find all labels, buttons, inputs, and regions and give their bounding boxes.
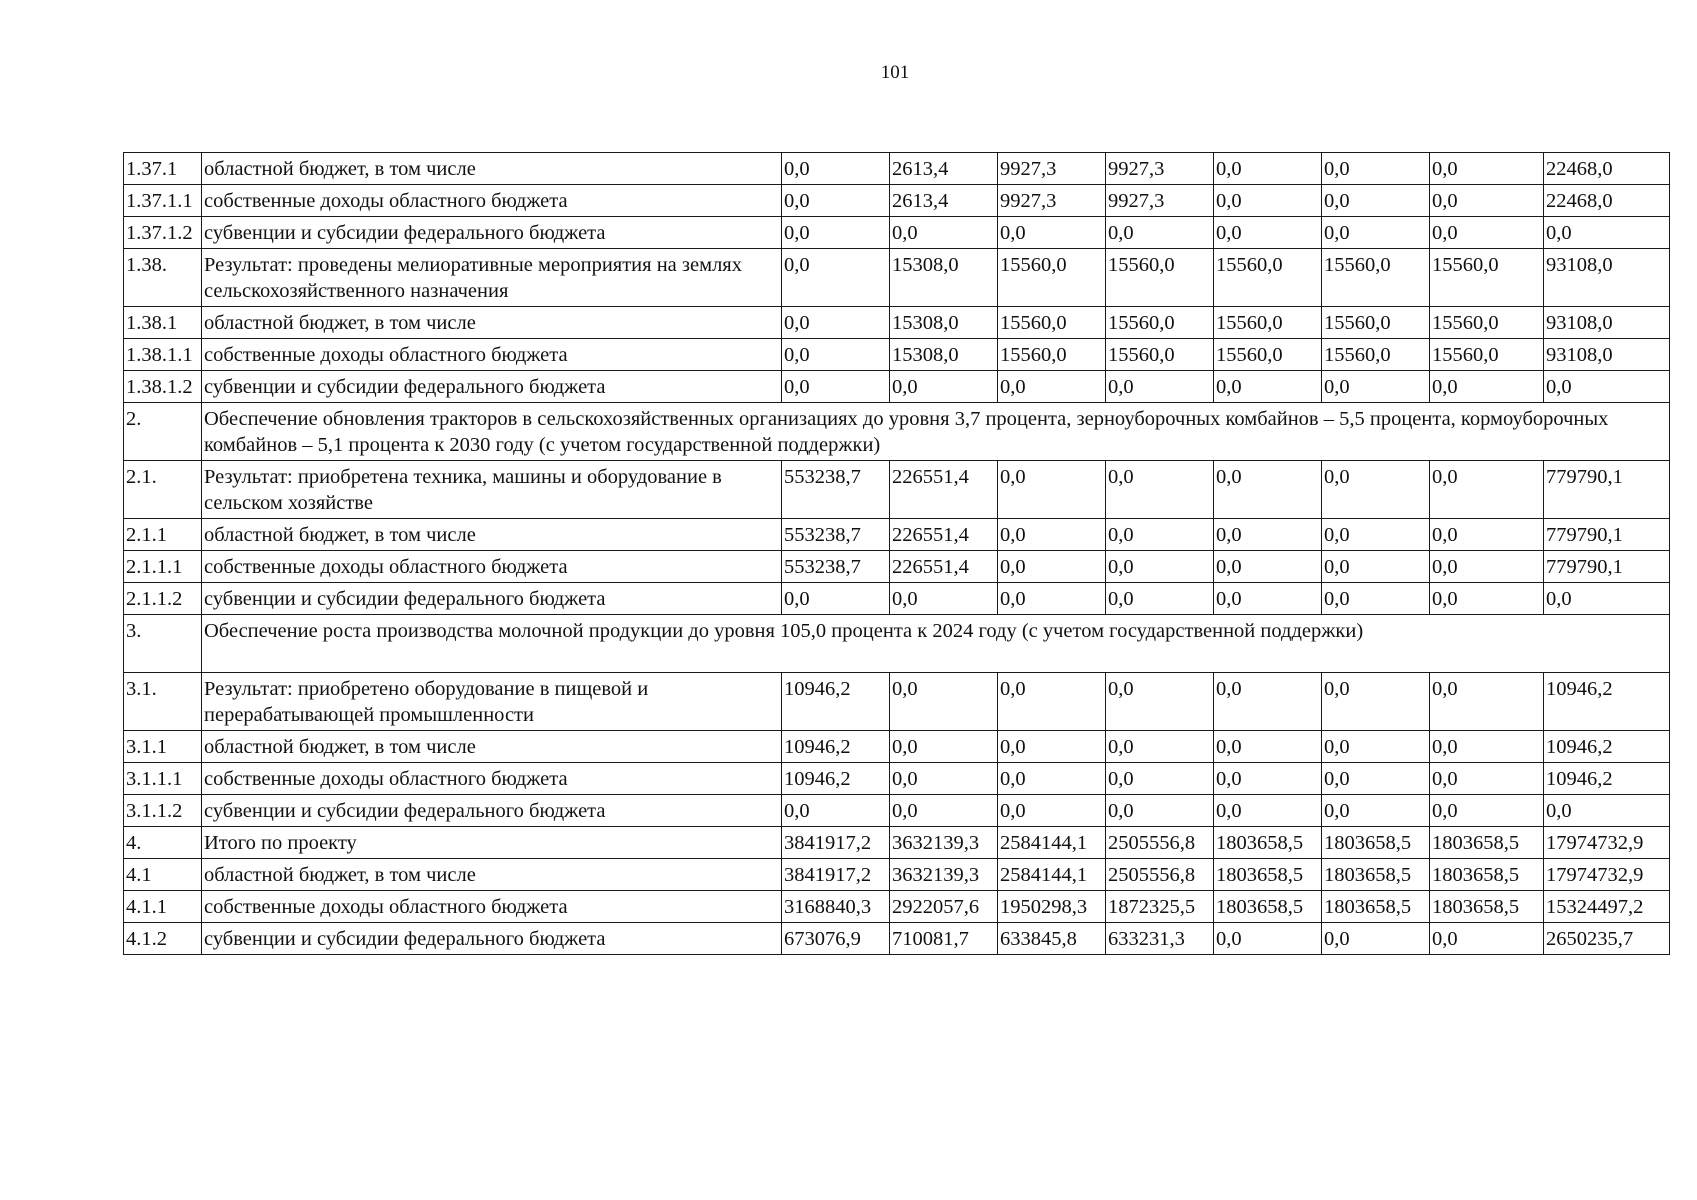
value-cell: 0,0 bbox=[890, 731, 998, 763]
value-cell: 779790,1 bbox=[1544, 519, 1670, 551]
value-cell: 0,0 bbox=[1322, 673, 1430, 731]
value-cell: 1803658,5 bbox=[1430, 827, 1544, 859]
value-cell: 15560,0 bbox=[1322, 249, 1430, 307]
row-number: 3.1. bbox=[124, 673, 202, 731]
row-number: 1.38. bbox=[124, 249, 202, 307]
value-cell: 553238,7 bbox=[782, 461, 890, 519]
budget-table-body bbox=[124, 153, 1670, 955]
row-number: 4.1.1 bbox=[124, 891, 202, 923]
row-description: собственные доходы областного бюджета bbox=[202, 185, 782, 217]
value-cell: 0,0 bbox=[1430, 583, 1544, 615]
value-cell: 10946,2 bbox=[1544, 731, 1670, 763]
value-cell: 0,0 bbox=[782, 217, 890, 249]
table-row bbox=[124, 859, 1670, 891]
value-cell: 3632139,3 bbox=[890, 859, 998, 891]
row-description: собственные доходы областного бюджета bbox=[202, 891, 782, 923]
value-cell: 710081,7 bbox=[890, 923, 998, 955]
value-cell: 0,0 bbox=[782, 185, 890, 217]
value-cell: 0,0 bbox=[1106, 731, 1214, 763]
row-number: 2.1.1.1 bbox=[124, 551, 202, 583]
value-cell: 9927,3 bbox=[1106, 153, 1214, 185]
value-cell: 0,0 bbox=[1430, 763, 1544, 795]
value-cell: 1803658,5 bbox=[1322, 827, 1430, 859]
table-row bbox=[124, 249, 1670, 307]
table-row bbox=[124, 923, 1670, 955]
row-number: 2. bbox=[124, 403, 202, 461]
row-description: областной бюджет, в том числе bbox=[202, 153, 782, 185]
row-number: 1.37.1.1 bbox=[124, 185, 202, 217]
row-description: собственные доходы областного бюджета bbox=[202, 551, 782, 583]
row-description: Результат: проведены мелиоративные мероприятия на землях сельскохозяйственного назначения bbox=[202, 249, 782, 307]
table-row bbox=[124, 371, 1670, 403]
row-number: 1.38.1.1 bbox=[124, 339, 202, 371]
value-cell: 0,0 bbox=[998, 217, 1106, 249]
value-cell: 1803658,5 bbox=[1322, 859, 1430, 891]
row-number: 2.1.1.2 bbox=[124, 583, 202, 615]
value-cell: 93108,0 bbox=[1544, 339, 1670, 371]
row-number: 3.1.1.2 bbox=[124, 795, 202, 827]
value-cell: 0,0 bbox=[1322, 551, 1430, 583]
value-cell: 0,0 bbox=[782, 307, 890, 339]
value-cell: 1950298,3 bbox=[998, 891, 1106, 923]
value-cell: 0,0 bbox=[1322, 371, 1430, 403]
table-row bbox=[124, 827, 1670, 859]
value-cell: 0,0 bbox=[890, 217, 998, 249]
table-row bbox=[124, 795, 1670, 827]
value-cell: 0,0 bbox=[1544, 795, 1670, 827]
value-cell: 0,0 bbox=[1322, 583, 1430, 615]
row-number: 3.1.1.1 bbox=[124, 763, 202, 795]
value-cell: 0,0 bbox=[1214, 551, 1322, 583]
value-cell: 0,0 bbox=[782, 795, 890, 827]
row-description: областной бюджет, в том числе bbox=[202, 859, 782, 891]
value-cell: 15308,0 bbox=[890, 249, 998, 307]
value-cell: 0,0 bbox=[890, 583, 998, 615]
value-cell: 15308,0 bbox=[890, 339, 998, 371]
row-number: 4. bbox=[124, 827, 202, 859]
value-cell: 2584144,1 bbox=[998, 859, 1106, 891]
value-cell: 553238,7 bbox=[782, 519, 890, 551]
value-cell: 10946,2 bbox=[782, 731, 890, 763]
value-cell: 0,0 bbox=[890, 371, 998, 403]
value-cell: 1803658,5 bbox=[1214, 827, 1322, 859]
value-cell: 779790,1 bbox=[1544, 461, 1670, 519]
section-description: Обеспечение обновления тракторов в сельскохозяйственных организациях до уровня 3,7 процента, зерноуборочных комбайнов – 5,5 процента, кормоуборочных комбайнов – 5,1 процента к 2030 году (с учетом государственной поддержки) bbox=[202, 403, 1670, 461]
value-cell: 9927,3 bbox=[1106, 185, 1214, 217]
value-cell: 0,0 bbox=[1214, 153, 1322, 185]
value-cell: 15560,0 bbox=[1430, 307, 1544, 339]
value-cell: 553238,7 bbox=[782, 551, 890, 583]
row-description: Результат: приобретена техника, машины и оборудование в сельском хозяйстве bbox=[202, 461, 782, 519]
value-cell: 15560,0 bbox=[1214, 249, 1322, 307]
value-cell: 0,0 bbox=[998, 731, 1106, 763]
value-cell: 0,0 bbox=[1322, 185, 1430, 217]
value-cell: 0,0 bbox=[1322, 217, 1430, 249]
table-row bbox=[124, 153, 1670, 185]
value-cell: 0,0 bbox=[1322, 519, 1430, 551]
value-cell: 1803658,5 bbox=[1214, 891, 1322, 923]
value-cell: 0,0 bbox=[890, 763, 998, 795]
value-cell: 0,0 bbox=[890, 795, 998, 827]
value-cell: 633845,8 bbox=[998, 923, 1106, 955]
value-cell: 93108,0 bbox=[1544, 307, 1670, 339]
row-description: Результат: приобретено оборудование в пищевой и перерабатывающей промышленности bbox=[202, 673, 782, 731]
row-description: субвенции и субсидии федерального бюджета bbox=[202, 371, 782, 403]
table-row bbox=[124, 339, 1670, 371]
value-cell: 2613,4 bbox=[890, 153, 998, 185]
value-cell: 0,0 bbox=[1214, 371, 1322, 403]
value-cell: 9927,3 bbox=[998, 185, 1106, 217]
value-cell: 15560,0 bbox=[1214, 307, 1322, 339]
value-cell: 2613,4 bbox=[890, 185, 998, 217]
value-cell: 0,0 bbox=[1214, 763, 1322, 795]
row-description: областной бюджет, в том числе bbox=[202, 731, 782, 763]
row-description: Итого по проекту bbox=[202, 827, 782, 859]
value-cell: 2505556,8 bbox=[1106, 859, 1214, 891]
row-number: 2.1.1 bbox=[124, 519, 202, 551]
value-cell: 2584144,1 bbox=[998, 827, 1106, 859]
value-cell: 226551,4 bbox=[890, 461, 998, 519]
value-cell: 633231,3 bbox=[1106, 923, 1214, 955]
value-cell: 0,0 bbox=[998, 371, 1106, 403]
value-cell: 0,0 bbox=[998, 519, 1106, 551]
value-cell: 0,0 bbox=[782, 339, 890, 371]
value-cell: 2650235,7 bbox=[1544, 923, 1670, 955]
section-row bbox=[124, 615, 1670, 673]
value-cell: 0,0 bbox=[1214, 461, 1322, 519]
value-cell: 0,0 bbox=[998, 461, 1106, 519]
value-cell: 0,0 bbox=[782, 371, 890, 403]
table-row bbox=[124, 673, 1670, 731]
value-cell: 0,0 bbox=[998, 583, 1106, 615]
value-cell: 1803658,5 bbox=[1322, 891, 1430, 923]
value-cell: 15560,0 bbox=[1214, 339, 1322, 371]
value-cell: 15560,0 bbox=[1430, 249, 1544, 307]
value-cell: 1803658,5 bbox=[1430, 859, 1544, 891]
budget-table bbox=[123, 152, 1670, 955]
row-description: областной бюджет, в том числе bbox=[202, 307, 782, 339]
value-cell: 15560,0 bbox=[1106, 339, 1214, 371]
value-cell: 0,0 bbox=[1544, 583, 1670, 615]
value-cell: 17974732,9 bbox=[1544, 859, 1670, 891]
value-cell: 779790,1 bbox=[1544, 551, 1670, 583]
value-cell: 15560,0 bbox=[1106, 249, 1214, 307]
table-row bbox=[124, 551, 1670, 583]
value-cell: 3841917,2 bbox=[782, 827, 890, 859]
value-cell: 0,0 bbox=[998, 673, 1106, 731]
value-cell: 0,0 bbox=[1214, 519, 1322, 551]
value-cell: 0,0 bbox=[1214, 673, 1322, 731]
value-cell: 0,0 bbox=[1430, 519, 1544, 551]
row-description: субвенции и субсидии федерального бюджета bbox=[202, 217, 782, 249]
value-cell: 10946,2 bbox=[782, 763, 890, 795]
value-cell: 226551,4 bbox=[890, 519, 998, 551]
value-cell: 0,0 bbox=[1322, 731, 1430, 763]
value-cell: 0,0 bbox=[998, 795, 1106, 827]
value-cell: 0,0 bbox=[1544, 217, 1670, 249]
value-cell: 0,0 bbox=[1430, 795, 1544, 827]
row-number: 4.1 bbox=[124, 859, 202, 891]
value-cell: 22468,0 bbox=[1544, 185, 1670, 217]
value-cell: 0,0 bbox=[1430, 217, 1544, 249]
table-row bbox=[124, 891, 1670, 923]
value-cell: 0,0 bbox=[1322, 795, 1430, 827]
table-row bbox=[124, 307, 1670, 339]
value-cell: 0,0 bbox=[1106, 795, 1214, 827]
value-cell: 0,0 bbox=[1430, 153, 1544, 185]
table-row bbox=[124, 461, 1670, 519]
value-cell: 22468,0 bbox=[1544, 153, 1670, 185]
value-cell: 0,0 bbox=[1214, 923, 1322, 955]
table-row bbox=[124, 583, 1670, 615]
row-number: 1.38.1 bbox=[124, 307, 202, 339]
value-cell: 0,0 bbox=[1106, 551, 1214, 583]
row-number: 4.1.2 bbox=[124, 923, 202, 955]
value-cell: 15324497,2 bbox=[1544, 891, 1670, 923]
value-cell: 15308,0 bbox=[890, 307, 998, 339]
value-cell: 0,0 bbox=[782, 249, 890, 307]
row-number: 2.1. bbox=[124, 461, 202, 519]
value-cell: 0,0 bbox=[1322, 461, 1430, 519]
value-cell: 0,0 bbox=[1322, 763, 1430, 795]
value-cell: 0,0 bbox=[1430, 461, 1544, 519]
value-cell: 93108,0 bbox=[1544, 249, 1670, 307]
value-cell: 15560,0 bbox=[1430, 339, 1544, 371]
table-row bbox=[124, 519, 1670, 551]
table-row bbox=[124, 217, 1670, 249]
value-cell: 0,0 bbox=[1106, 461, 1214, 519]
page-number: 101 bbox=[880, 62, 910, 83]
value-cell: 3168840,3 bbox=[782, 891, 890, 923]
value-cell: 0,0 bbox=[1430, 551, 1544, 583]
value-cell: 10946,2 bbox=[1544, 673, 1670, 731]
value-cell: 15560,0 bbox=[1106, 307, 1214, 339]
value-cell: 0,0 bbox=[1106, 583, 1214, 615]
value-cell: 3841917,2 bbox=[782, 859, 890, 891]
value-cell: 0,0 bbox=[1430, 731, 1544, 763]
value-cell: 0,0 bbox=[1430, 673, 1544, 731]
value-cell: 0,0 bbox=[998, 763, 1106, 795]
value-cell: 2922057,6 bbox=[890, 891, 998, 923]
value-cell: 0,0 bbox=[1322, 923, 1430, 955]
value-cell: 0,0 bbox=[782, 583, 890, 615]
value-cell: 10946,2 bbox=[1544, 763, 1670, 795]
value-cell: 0,0 bbox=[1430, 371, 1544, 403]
value-cell: 0,0 bbox=[1214, 583, 1322, 615]
value-cell: 0,0 bbox=[998, 551, 1106, 583]
row-number: 1.37.1.2 bbox=[124, 217, 202, 249]
value-cell: 0,0 bbox=[1106, 371, 1214, 403]
row-description: субвенции и субсидии федерального бюджета bbox=[202, 583, 782, 615]
value-cell: 1872325,5 bbox=[1106, 891, 1214, 923]
value-cell: 0,0 bbox=[1430, 923, 1544, 955]
section-row bbox=[124, 403, 1670, 461]
value-cell: 1803658,5 bbox=[1214, 859, 1322, 891]
row-description: субвенции и субсидии федерального бюджета bbox=[202, 923, 782, 955]
table-row bbox=[124, 763, 1670, 795]
value-cell: 0,0 bbox=[1106, 217, 1214, 249]
value-cell: 0,0 bbox=[1322, 153, 1430, 185]
value-cell: 15560,0 bbox=[1322, 339, 1430, 371]
value-cell: 226551,4 bbox=[890, 551, 998, 583]
row-description: собственные доходы областного бюджета bbox=[202, 763, 782, 795]
value-cell: 0,0 bbox=[1214, 217, 1322, 249]
value-cell: 15560,0 bbox=[998, 307, 1106, 339]
row-number: 3. bbox=[124, 615, 202, 673]
value-cell: 15560,0 bbox=[998, 339, 1106, 371]
value-cell: 9927,3 bbox=[998, 153, 1106, 185]
value-cell: 3632139,3 bbox=[890, 827, 998, 859]
row-number: 1.38.1.2 bbox=[124, 371, 202, 403]
value-cell: 10946,2 bbox=[782, 673, 890, 731]
value-cell: 0,0 bbox=[1544, 371, 1670, 403]
table-row bbox=[124, 185, 1670, 217]
section-description: Обеспечение роста производства молочной продукции до уровня 105,0 процента к 2024 году (с учетом государственной поддержки) bbox=[202, 615, 1670, 673]
value-cell: 0,0 bbox=[1430, 185, 1544, 217]
row-description: областной бюджет, в том числе bbox=[202, 519, 782, 551]
table-row bbox=[124, 731, 1670, 763]
value-cell: 0,0 bbox=[1214, 731, 1322, 763]
row-description: субвенции и субсидии федерального бюджета bbox=[202, 795, 782, 827]
value-cell: 0,0 bbox=[1214, 185, 1322, 217]
value-cell: 0,0 bbox=[1106, 673, 1214, 731]
row-number: 3.1.1 bbox=[124, 731, 202, 763]
value-cell: 0,0 bbox=[1106, 763, 1214, 795]
row-number: 1.37.1 bbox=[124, 153, 202, 185]
value-cell: 17974732,9 bbox=[1544, 827, 1670, 859]
value-cell: 0,0 bbox=[1214, 795, 1322, 827]
value-cell: 15560,0 bbox=[1322, 307, 1430, 339]
value-cell: 0,0 bbox=[782, 153, 890, 185]
row-description: собственные доходы областного бюджета bbox=[202, 339, 782, 371]
value-cell: 0,0 bbox=[890, 673, 998, 731]
value-cell: 0,0 bbox=[1106, 519, 1214, 551]
value-cell: 15560,0 bbox=[998, 249, 1106, 307]
value-cell: 673076,9 bbox=[782, 923, 890, 955]
value-cell: 2505556,8 bbox=[1106, 827, 1214, 859]
value-cell: 1803658,5 bbox=[1430, 891, 1544, 923]
